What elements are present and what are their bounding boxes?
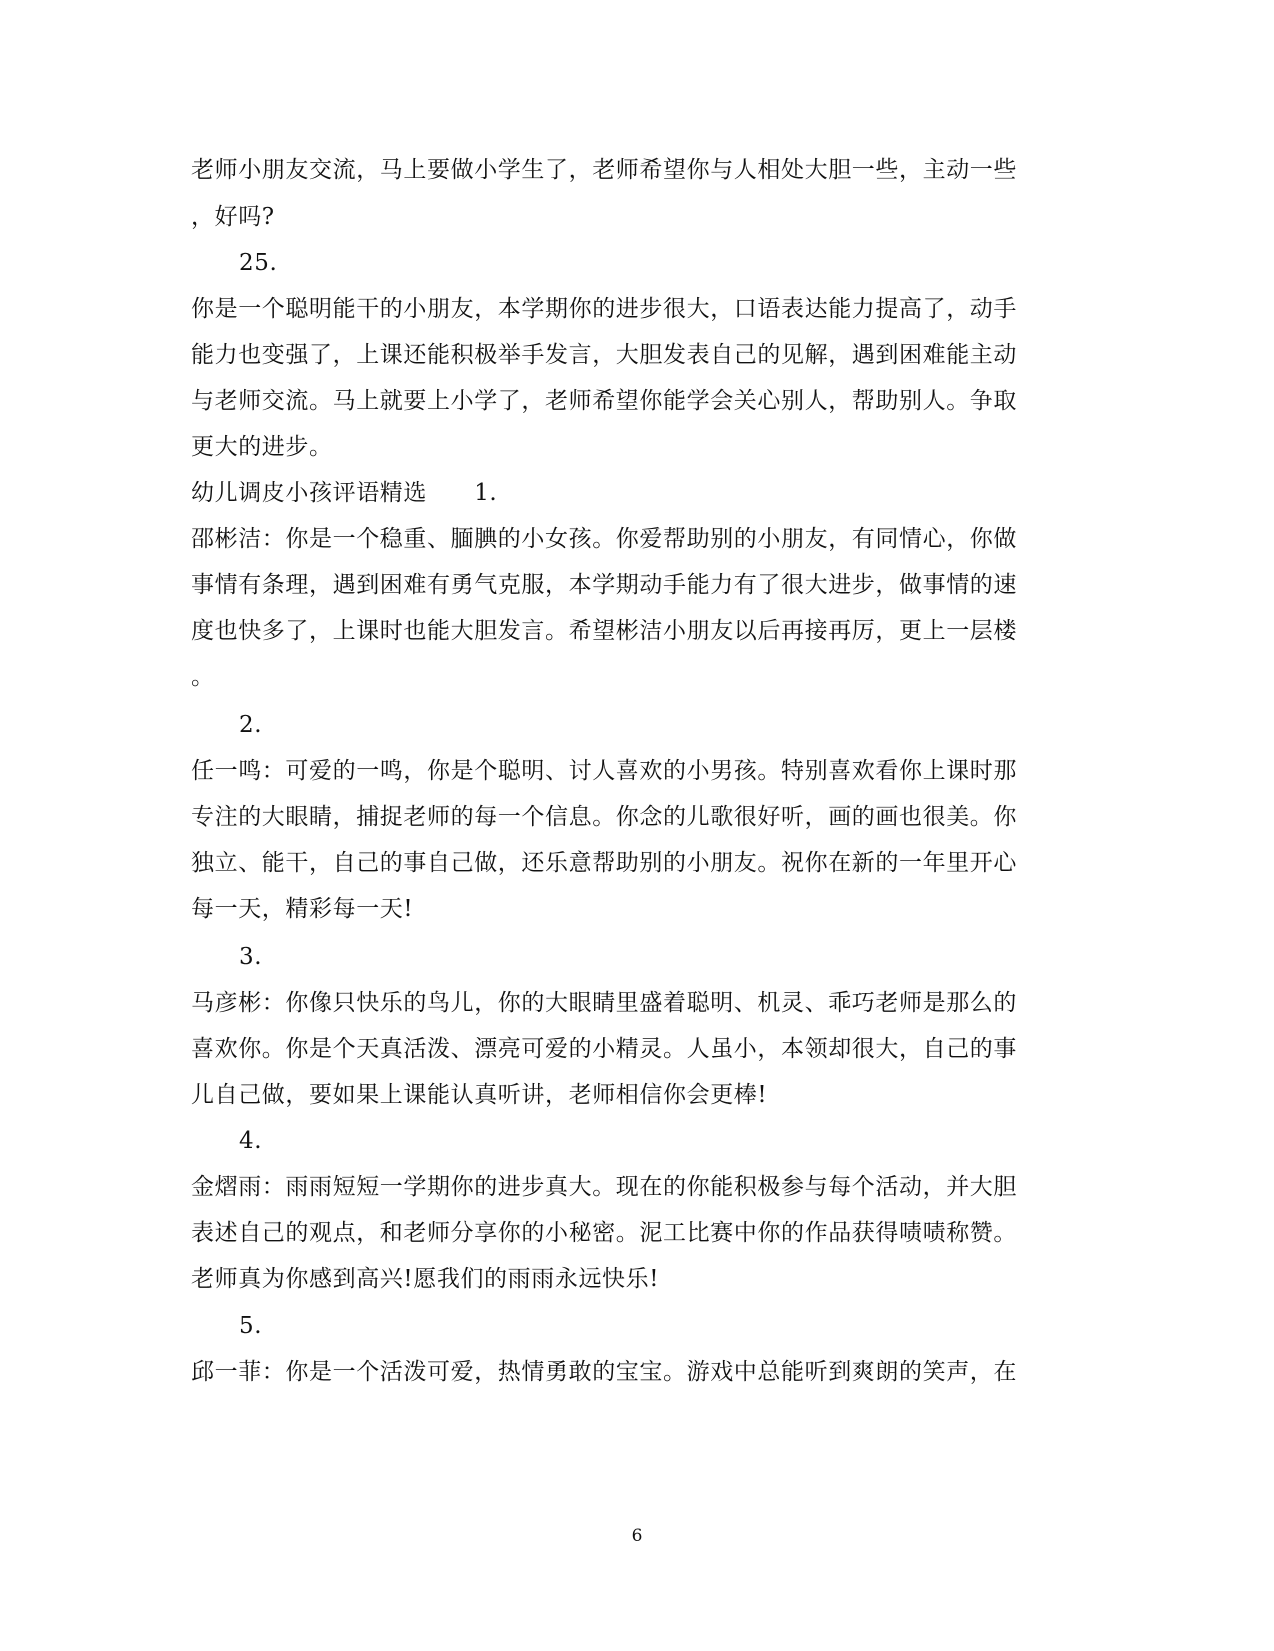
item-number: 2. (239, 712, 263, 738)
text-line: 能力也变强了，上课还能积极举手发言，大胆发表自己的见解，遇到困难能主动 (191, 342, 1017, 368)
text-line: 更大的进步。 (191, 434, 333, 460)
page-number: 6 (631, 1526, 643, 1546)
text-line: 任一鸣：可爱的一鸣，你是个聪明、讨人喜欢的小男孩。特别喜欢看你上课时那 (191, 758, 1017, 784)
item-number: 3. (239, 944, 263, 970)
text-line: 度也快多了，上课时也能大胆发言。希望彬洁小朋友以后再接再厉，更上一层楼 (191, 618, 1017, 644)
text-line: 老师真为你感到高兴!愿我们的雨雨永远快乐! (191, 1266, 660, 1292)
text-line: 与老师交流。马上就要上小学了，老师希望你能学会关心别人，帮助别人。争取 (191, 388, 1017, 414)
text-line: 你是一个聪明能干的小朋友，本学期你的进步很大，口语表达能力提高了，动手 (191, 296, 1017, 322)
text-line: 老师小朋友交流，马上要做小学生了，老师希望你与人相处大胆一些，主动一些 (191, 157, 1017, 183)
text-line: 喜欢你。你是个天真活泼、漂亮可爱的小精灵。人虽小，本领却很大，自己的事 (191, 1036, 1017, 1062)
text-line: 事情有条理，遇到困难有勇气克服，本学期动手能力有了很大进步，做事情的速 (191, 572, 1017, 598)
text-line: 金熠雨：雨雨短短一学期你的进步真大。现在的你能积极参与每个活动，并大胆 (191, 1174, 1017, 1200)
text-line: 邵彬洁：你是一个稳重、腼腆的小女孩。你爱帮助别的小朋友，有同情心，你做 (191, 526, 1017, 552)
text-line: 马彦彬：你像只快乐的鸟儿，你的大眼睛里盛着聪明、机灵、乖巧老师是那么的 (191, 990, 1017, 1016)
text-line: 儿自己做，要如果上课能认真听讲，老师相信你会更棒! (191, 1082, 768, 1108)
text-line: 。 (191, 664, 215, 690)
text-line: 专注的大眼睛，捕捉老师的每一个信息。你念的儿歌很好听，画的画也很美。你 (191, 804, 1017, 830)
text-line: ，好吗? (191, 204, 275, 230)
text-line: 表述自己的观点，和老师分享你的小秘密。泥工比赛中你的作品获得啧啧称赞。 (191, 1220, 1017, 1246)
section-heading: 幼儿调皮小孩评语精选 1. (191, 480, 498, 506)
text-line: 邱一菲：你是一个活泼可爱，热情勇敢的宝宝。游戏中总能听到爽朗的笑声，在 (191, 1359, 1017, 1385)
text-line: 每一天，精彩每一天! (191, 896, 414, 922)
item-number: 4. (239, 1128, 263, 1154)
item-number: 25. (239, 250, 278, 276)
item-number: 5. (239, 1313, 263, 1339)
text-line: 独立、能干，自己的事自己做，还乐意帮助别的小朋友。祝你在新的一年里开心 (191, 850, 1017, 876)
